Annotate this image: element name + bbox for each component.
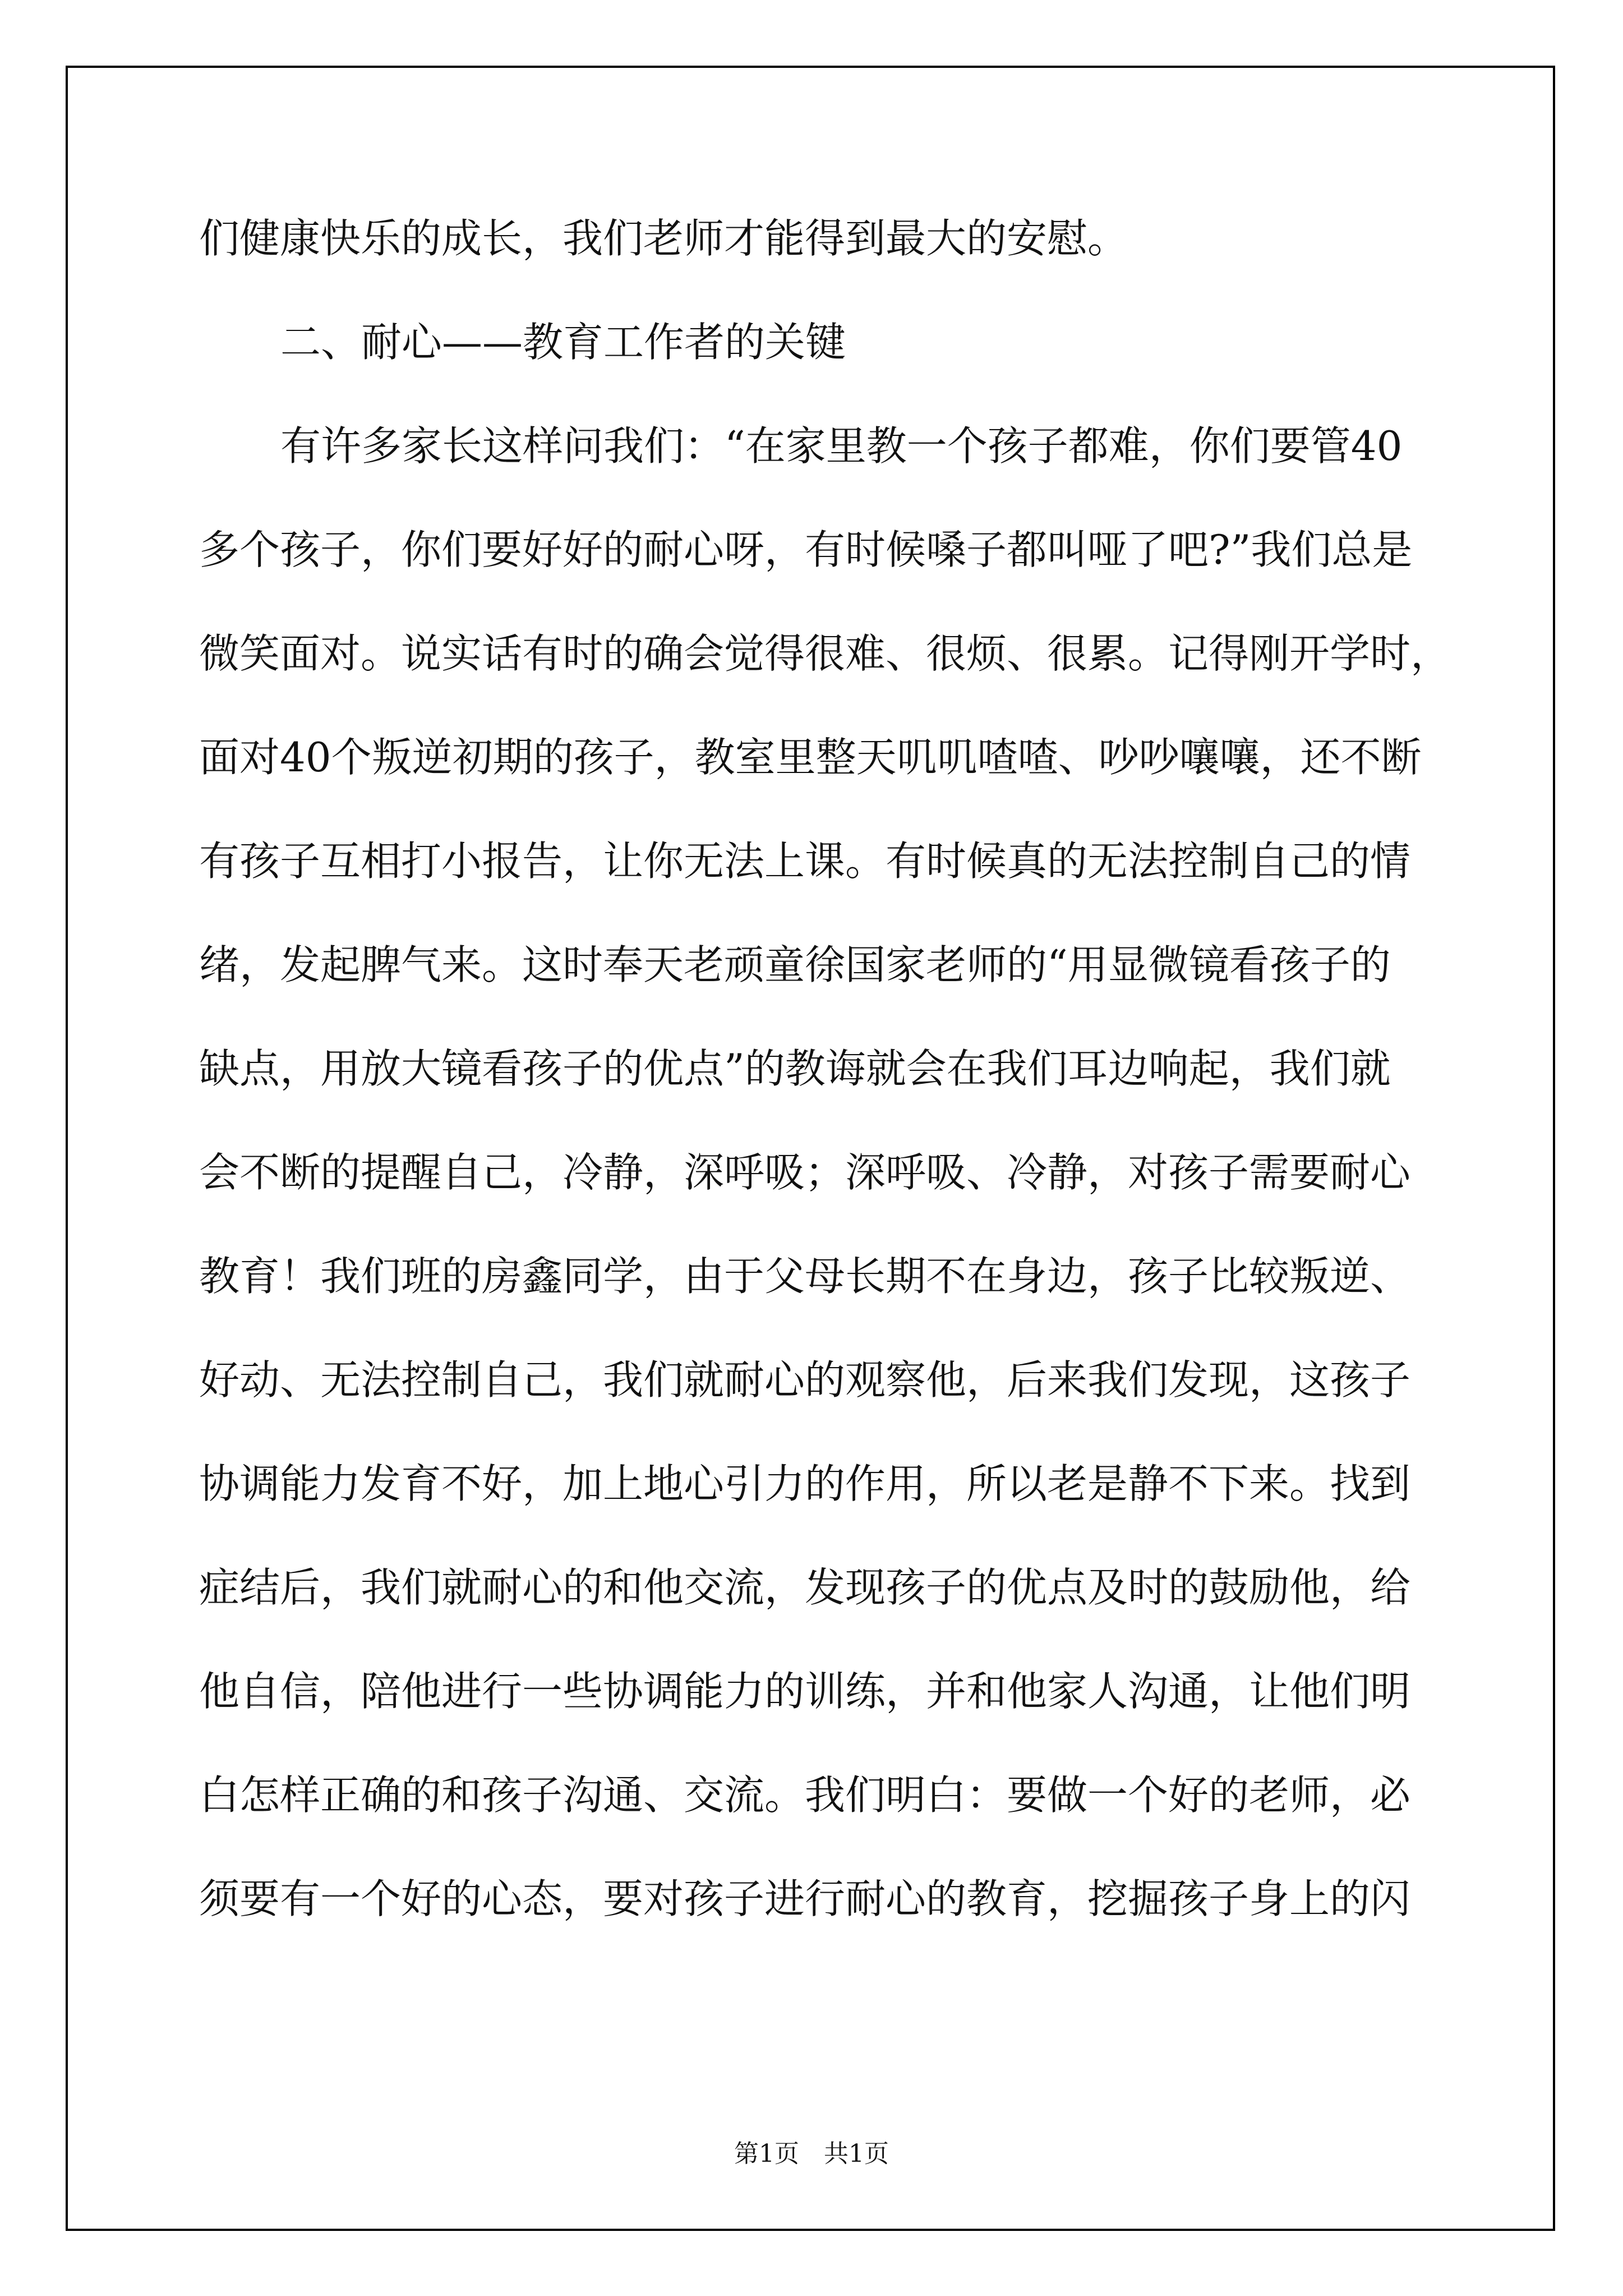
body-line: 有许多家长这样问我们：“在家里教一个孩子都难，你们要管40: [280, 422, 1403, 470]
body-line: 须要有一个好的心态，要对孩子进行耐心的教育，挖掘孩子身上的闪: [199, 1875, 1411, 1922]
body-line: 白怎样正确的和孩子沟通、交流。我们明白：要做一个好的老师，必: [199, 1772, 1411, 1819]
body-line: 好动、无法控制自己，我们就耐心的观察他，后来我们发现，这孩子: [199, 1356, 1411, 1404]
body-line: 微笑面对。说实话有时的确会觉得很难、很烦、很累。记得刚开学时，: [199, 630, 1451, 677]
body-line: 教育！我们班的房鑫同学，由于父母长期不在身边，孩子比较叛逆、: [199, 1253, 1411, 1300]
body-line: 绪，发起脾气来。这时奉天老顽童徐国家老师的“用显微镜看孩子的: [199, 941, 1391, 988]
page-number-label: 第1页 共1页: [734, 2139, 889, 2168]
body-line: 面对40个叛逆初期的孩子，教室里整天叽叽喳喳、吵吵嚷嚷，还不断: [199, 734, 1422, 781]
body-line: 症结后，我们就耐心的和他交流，发现孩子的优点及时的鼓励他，给: [199, 1564, 1411, 1611]
body-line: 协调能力发育不好，加上地心引力的作用，所以老是静不下来。找到: [199, 1460, 1411, 1507]
body-line: 他自信，陪他进行一些协调能力的训练，并和他家人沟通，让他们明: [199, 1668, 1411, 1715]
body-line: 多个孩子，你们要好好的耐心呀，有时候嗓子都叫哑了吧?”我们总是: [199, 526, 1413, 573]
section-heading: 二、耐心——教育工作者的关键: [280, 319, 846, 366]
page-footer: [0, 2137, 1623, 2171]
body-line: 有孩子互相打小报告，让你无法上课。有时候真的无法控制自己的情: [199, 838, 1411, 885]
body-line: 会不断的提醒自己，冷静，深呼吸；深呼吸、冷静，对孩子需要耐心: [199, 1149, 1411, 1196]
body-line: 们健康快乐的成长，我们老师才能得到最大的安慰。: [199, 215, 1128, 262]
body-line: 缺点，用放大镜看孩子的优点”的教诲就会在我们耳边响起，我们就: [199, 1045, 1391, 1092]
